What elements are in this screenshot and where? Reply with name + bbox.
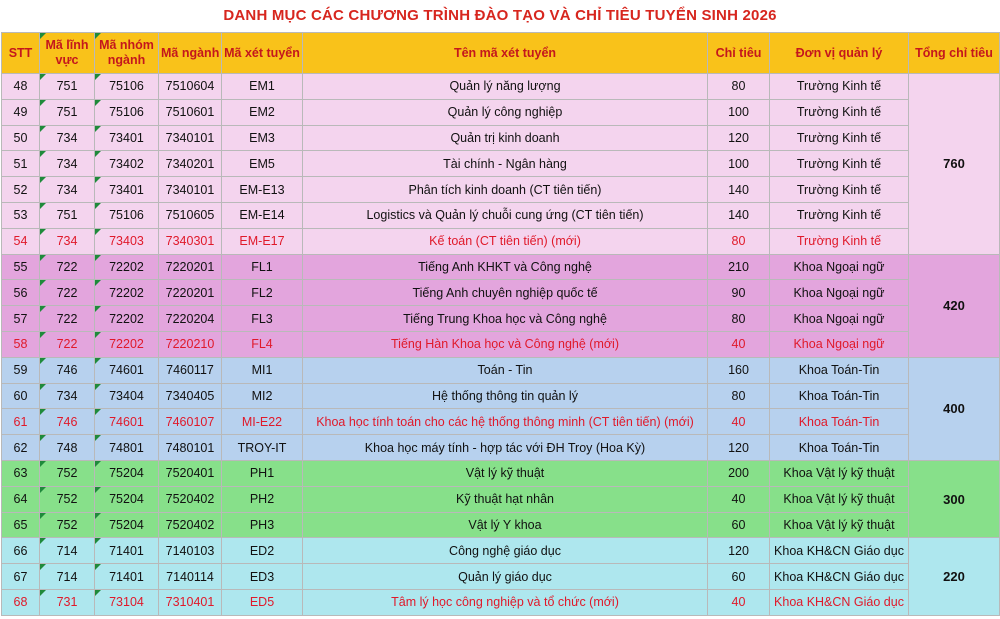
cell-ma-nganh: 7340301 bbox=[159, 228, 222, 254]
cell-ma-linh-vuc: 722 bbox=[40, 306, 95, 332]
cell-ma-nganh: 7220210 bbox=[159, 331, 222, 357]
cell-ma-linh-vuc: 734 bbox=[40, 151, 95, 177]
cell-stt: 54 bbox=[2, 228, 40, 254]
cell-chi-tieu: 60 bbox=[708, 512, 770, 538]
cell-ten-ma-xet-tuyen: Khoa học máy tính - hợp tác với ĐH Troy (Hoa Kỳ) bbox=[303, 435, 708, 461]
cell-ma-xet-tuyen: FL3 bbox=[222, 306, 303, 332]
cell-ma-nhom-nganh: 73104 bbox=[95, 589, 159, 615]
table-row bbox=[2, 280, 1000, 306]
cell-chi-tieu: 160 bbox=[708, 357, 770, 383]
table-row bbox=[2, 357, 1000, 383]
cell-stt: 57 bbox=[2, 306, 40, 332]
cell-ma-nganh: 7520401 bbox=[159, 460, 222, 486]
cell-stt: 59 bbox=[2, 357, 40, 383]
cell-ten-ma-xet-tuyen: Tâm lý học công nghiệp và tổ chức (mới) bbox=[303, 589, 708, 615]
cell-ma-nhom-nganh: 74601 bbox=[95, 409, 159, 435]
cell-stt: 51 bbox=[2, 151, 40, 177]
header-don-vi-quan-ly: Đơn vị quản lý bbox=[770, 33, 909, 74]
cell-ten-ma-xet-tuyen: Logistics và Quản lý chuỗi cung ứng (CT tiên tiến) bbox=[303, 202, 708, 228]
cell-chi-tieu: 60 bbox=[708, 564, 770, 590]
cell-don-vi-quan-ly: Trường Kinh tế bbox=[770, 151, 909, 177]
cell-stt: 52 bbox=[2, 177, 40, 203]
cell-ma-xet-tuyen: MI-E22 bbox=[222, 409, 303, 435]
cell-stt: 50 bbox=[2, 125, 40, 151]
table-row bbox=[2, 99, 1000, 125]
cell-tong-chi-tieu: 420 bbox=[909, 254, 1000, 357]
table-row bbox=[2, 486, 1000, 512]
table-row bbox=[2, 564, 1000, 590]
cell-ma-nhom-nganh: 73401 bbox=[95, 125, 159, 151]
cell-ma-nganh: 7340101 bbox=[159, 177, 222, 203]
cell-ma-linh-vuc: 722 bbox=[40, 254, 95, 280]
table-row bbox=[2, 435, 1000, 461]
cell-ma-linh-vuc: 734 bbox=[40, 383, 95, 409]
cell-ma-xet-tuyen: EM3 bbox=[222, 125, 303, 151]
cell-ma-nganh: 7460107 bbox=[159, 409, 222, 435]
cell-ten-ma-xet-tuyen: Quản lý công nghiệp bbox=[303, 99, 708, 125]
cell-ma-nhom-nganh: 71401 bbox=[95, 564, 159, 590]
cell-ma-linh-vuc: 722 bbox=[40, 280, 95, 306]
cell-chi-tieu: 40 bbox=[708, 486, 770, 512]
cell-chi-tieu: 40 bbox=[708, 409, 770, 435]
cell-ten-ma-xet-tuyen: Tài chính - Ngân hàng bbox=[303, 151, 708, 177]
cell-ma-nganh: 7510601 bbox=[159, 99, 222, 125]
table-row bbox=[2, 512, 1000, 538]
table-row bbox=[2, 228, 1000, 254]
cell-ma-nhom-nganh: 75106 bbox=[95, 202, 159, 228]
header-ma-linh-vuc-line2: vực bbox=[55, 53, 79, 67]
cell-ma-xet-tuyen: EM-E14 bbox=[222, 202, 303, 228]
cell-ma-nhom-nganh: 75204 bbox=[95, 460, 159, 486]
cell-ma-nganh: 7480101 bbox=[159, 435, 222, 461]
cell-ma-nganh: 7340201 bbox=[159, 151, 222, 177]
cell-ma-nhom-nganh: 74801 bbox=[95, 435, 159, 461]
table-row bbox=[2, 202, 1000, 228]
header-ma-nhom-nganh-line2: ngành bbox=[107, 53, 146, 67]
cell-ma-linh-vuc: 751 bbox=[40, 99, 95, 125]
header-ma-nhom-nganh-line1: Mã nhóm bbox=[99, 38, 154, 52]
cell-stt: 66 bbox=[2, 538, 40, 564]
cell-chi-tieu: 80 bbox=[708, 74, 770, 100]
header-ma-xet-tuyen: Mã xét tuyển bbox=[222, 33, 303, 74]
cell-ma-nhom-nganh: 71401 bbox=[95, 538, 159, 564]
cell-don-vi-quan-ly: Trường Kinh tế bbox=[770, 202, 909, 228]
cell-stt: 56 bbox=[2, 280, 40, 306]
cell-ma-linh-vuc: 734 bbox=[40, 125, 95, 151]
cell-ma-nhom-nganh: 72202 bbox=[95, 306, 159, 332]
cell-tong-chi-tieu: 760 bbox=[909, 74, 1000, 255]
cell-ten-ma-xet-tuyen: Vật lý Y khoa bbox=[303, 512, 708, 538]
cell-ma-nganh: 7140103 bbox=[159, 538, 222, 564]
cell-chi-tieu: 210 bbox=[708, 254, 770, 280]
cell-ma-nhom-nganh: 75204 bbox=[95, 512, 159, 538]
cell-ma-nganh: 7340405 bbox=[159, 383, 222, 409]
cell-ma-xet-tuyen: PH1 bbox=[222, 460, 303, 486]
cell-ma-xet-tuyen: EM1 bbox=[222, 74, 303, 100]
cell-ma-xet-tuyen: EM5 bbox=[222, 151, 303, 177]
cell-don-vi-quan-ly: Khoa Vật lý kỹ thuật bbox=[770, 512, 909, 538]
cell-ma-linh-vuc: 752 bbox=[40, 512, 95, 538]
cell-chi-tieu: 140 bbox=[708, 177, 770, 203]
cell-tong-chi-tieu: 220 bbox=[909, 538, 1000, 615]
cell-ma-nganh: 7220204 bbox=[159, 306, 222, 332]
cell-chi-tieu: 100 bbox=[708, 151, 770, 177]
cell-ma-nhom-nganh: 73402 bbox=[95, 151, 159, 177]
header-stt: STT bbox=[2, 33, 40, 74]
table-row bbox=[2, 254, 1000, 280]
cell-don-vi-quan-ly: Khoa Vật lý kỹ thuật bbox=[770, 460, 909, 486]
cell-don-vi-quan-ly: Khoa Vật lý kỹ thuật bbox=[770, 486, 909, 512]
cell-stt: 65 bbox=[2, 512, 40, 538]
cell-ma-xet-tuyen: FL2 bbox=[222, 280, 303, 306]
cell-stt: 63 bbox=[2, 460, 40, 486]
cell-ma-nganh: 7520402 bbox=[159, 486, 222, 512]
table-body bbox=[2, 74, 1000, 616]
cell-ma-linh-vuc: 752 bbox=[40, 486, 95, 512]
header-row bbox=[2, 33, 1000, 74]
cell-ten-ma-xet-tuyen: Toán - Tin bbox=[303, 357, 708, 383]
cell-don-vi-quan-ly: Trường Kinh tế bbox=[770, 125, 909, 151]
cell-ma-xet-tuyen: ED2 bbox=[222, 538, 303, 564]
cell-ma-xet-tuyen: PH3 bbox=[222, 512, 303, 538]
cell-ma-xet-tuyen: TROY-IT bbox=[222, 435, 303, 461]
cell-chi-tieu: 120 bbox=[708, 538, 770, 564]
table-row bbox=[2, 125, 1000, 151]
cell-don-vi-quan-ly: Trường Kinh tế bbox=[770, 74, 909, 100]
cell-ma-xet-tuyen: MI1 bbox=[222, 357, 303, 383]
cell-ma-linh-vuc: 752 bbox=[40, 460, 95, 486]
cell-tong-chi-tieu: 300 bbox=[909, 460, 1000, 537]
cell-ma-nganh: 7220201 bbox=[159, 280, 222, 306]
cell-ma-xet-tuyen: EM-E13 bbox=[222, 177, 303, 203]
cell-ten-ma-xet-tuyen: Hệ thống thông tin quản lý bbox=[303, 383, 708, 409]
cell-ten-ma-xet-tuyen: Quản lý giáo dục bbox=[303, 564, 708, 590]
cell-stt: 64 bbox=[2, 486, 40, 512]
header-ma-nhom-nganh bbox=[95, 33, 159, 74]
cell-don-vi-quan-ly: Khoa Ngoại ngữ bbox=[770, 254, 909, 280]
cell-stt: 48 bbox=[2, 74, 40, 100]
cell-chi-tieu: 200 bbox=[708, 460, 770, 486]
cell-ma-nhom-nganh: 72202 bbox=[95, 254, 159, 280]
cell-don-vi-quan-ly: Trường Kinh tế bbox=[770, 177, 909, 203]
cell-ma-xet-tuyen: EM-E17 bbox=[222, 228, 303, 254]
cell-ten-ma-xet-tuyen: Kỹ thuật hạt nhân bbox=[303, 486, 708, 512]
cell-stt: 55 bbox=[2, 254, 40, 280]
cell-ma-nhom-nganh: 74601 bbox=[95, 357, 159, 383]
cell-ma-nhom-nganh: 75106 bbox=[95, 74, 159, 100]
cell-ma-linh-vuc: 734 bbox=[40, 177, 95, 203]
cell-chi-tieu: 100 bbox=[708, 99, 770, 125]
cell-ma-xet-tuyen: EM2 bbox=[222, 99, 303, 125]
cell-ma-nhom-nganh: 72202 bbox=[95, 280, 159, 306]
cell-don-vi-quan-ly: Trường Kinh tế bbox=[770, 99, 909, 125]
cell-don-vi-quan-ly: Khoa Ngoại ngữ bbox=[770, 280, 909, 306]
cell-ma-linh-vuc: 746 bbox=[40, 409, 95, 435]
cell-ten-ma-xet-tuyen: Phân tích kinh doanh (CT tiên tiến) bbox=[303, 177, 708, 203]
cell-don-vi-quan-ly: Khoa Toán-Tin bbox=[770, 409, 909, 435]
cell-don-vi-quan-ly: Trường Kinh tế bbox=[770, 228, 909, 254]
table-row bbox=[2, 589, 1000, 615]
cell-don-vi-quan-ly: Khoa KH&CN Giáo dục bbox=[770, 564, 909, 590]
cell-ma-nganh: 7520402 bbox=[159, 512, 222, 538]
cell-don-vi-quan-ly: Khoa Toán-Tin bbox=[770, 435, 909, 461]
cell-ma-nganh: 7460117 bbox=[159, 357, 222, 383]
table-row bbox=[2, 151, 1000, 177]
cell-stt: 62 bbox=[2, 435, 40, 461]
table-row bbox=[2, 383, 1000, 409]
cell-ma-linh-vuc: 748 bbox=[40, 435, 95, 461]
cell-chi-tieu: 80 bbox=[708, 228, 770, 254]
cell-ma-xet-tuyen: FL4 bbox=[222, 331, 303, 357]
cell-tong-chi-tieu: 400 bbox=[909, 357, 1000, 460]
cell-ma-xet-tuyen: PH2 bbox=[222, 486, 303, 512]
cell-chi-tieu: 40 bbox=[708, 589, 770, 615]
cell-chi-tieu: 80 bbox=[708, 306, 770, 332]
cell-ma-nganh: 7510605 bbox=[159, 202, 222, 228]
header-ma-nganh: Mã ngành bbox=[159, 33, 222, 74]
cell-don-vi-quan-ly: Khoa Toán-Tin bbox=[770, 383, 909, 409]
cell-stt: 58 bbox=[2, 331, 40, 357]
cell-stt: 49 bbox=[2, 99, 40, 125]
cell-ma-linh-vuc: 751 bbox=[40, 202, 95, 228]
cell-ma-xet-tuyen: FL1 bbox=[222, 254, 303, 280]
cell-ten-ma-xet-tuyen: Kế toán (CT tiên tiến) (mới) bbox=[303, 228, 708, 254]
cell-don-vi-quan-ly: Khoa Ngoại ngữ bbox=[770, 306, 909, 332]
table-row bbox=[2, 538, 1000, 564]
cell-ma-nhom-nganh: 75106 bbox=[95, 99, 159, 125]
cell-ma-nganh: 7340101 bbox=[159, 125, 222, 151]
cell-don-vi-quan-ly: Khoa Toán-Tin bbox=[770, 357, 909, 383]
cell-ma-xet-tuyen: ED5 bbox=[222, 589, 303, 615]
cell-stt: 61 bbox=[2, 409, 40, 435]
cell-ten-ma-xet-tuyen: Khoa học tính toán cho các hệ thống thông minh (CT tiên tiến) (mới) bbox=[303, 409, 708, 435]
programs-table bbox=[1, 32, 1000, 616]
cell-ma-nhom-nganh: 73403 bbox=[95, 228, 159, 254]
cell-ma-xet-tuyen: MI2 bbox=[222, 383, 303, 409]
cell-ma-nhom-nganh: 72202 bbox=[95, 331, 159, 357]
cell-don-vi-quan-ly: Khoa KH&CN Giáo dục bbox=[770, 538, 909, 564]
cell-ten-ma-xet-tuyen: Công nghệ giáo dục bbox=[303, 538, 708, 564]
page-title: DANH MỤC CÁC CHƯƠNG TRÌNH ĐÀO TẠO VÀ CHỈ TIÊU TUYỂN SINH 2026 bbox=[223, 7, 777, 24]
cell-ten-ma-xet-tuyen: Tiếng Anh chuyên nghiệp quốc tế bbox=[303, 280, 708, 306]
table-row bbox=[2, 460, 1000, 486]
cell-ten-ma-xet-tuyen: Tiếng Hàn Khoa học và Công nghệ (mới) bbox=[303, 331, 708, 357]
cell-chi-tieu: 40 bbox=[708, 331, 770, 357]
header-ma-linh-vuc bbox=[40, 33, 95, 74]
cell-ma-linh-vuc: 714 bbox=[40, 538, 95, 564]
cell-ten-ma-xet-tuyen: Vật lý kỹ thuật bbox=[303, 460, 708, 486]
table-row bbox=[2, 177, 1000, 203]
table-row bbox=[2, 74, 1000, 100]
cell-ma-linh-vuc: 714 bbox=[40, 564, 95, 590]
cell-ma-linh-vuc: 751 bbox=[40, 74, 95, 100]
cell-ma-xet-tuyen: ED3 bbox=[222, 564, 303, 590]
cell-ma-nganh: 7140114 bbox=[159, 564, 222, 590]
cell-ma-linh-vuc: 746 bbox=[40, 357, 95, 383]
header-chi-tieu: Chỉ tiêu bbox=[708, 33, 770, 74]
cell-ma-linh-vuc: 731 bbox=[40, 589, 95, 615]
cell-chi-tieu: 90 bbox=[708, 280, 770, 306]
cell-chi-tieu: 120 bbox=[708, 435, 770, 461]
cell-ten-ma-xet-tuyen: Tiếng Trung Khoa học và Công nghệ bbox=[303, 306, 708, 332]
cell-chi-tieu: 140 bbox=[708, 202, 770, 228]
cell-stt: 60 bbox=[2, 383, 40, 409]
cell-chi-tieu: 80 bbox=[708, 383, 770, 409]
table-row bbox=[2, 409, 1000, 435]
cell-ma-nhom-nganh: 73404 bbox=[95, 383, 159, 409]
cell-ten-ma-xet-tuyen: Quản lý năng lượng bbox=[303, 74, 708, 100]
cell-don-vi-quan-ly: Khoa KH&CN Giáo dục bbox=[770, 589, 909, 615]
cell-stt: 67 bbox=[2, 564, 40, 590]
cell-chi-tieu: 120 bbox=[708, 125, 770, 151]
cell-stt: 68 bbox=[2, 589, 40, 615]
cell-ma-nganh: 7510604 bbox=[159, 74, 222, 100]
header-tong-chi-tieu: Tổng chỉ tiêu bbox=[909, 33, 1000, 74]
table-row bbox=[2, 306, 1000, 332]
table-row bbox=[2, 331, 1000, 357]
cell-ma-nhom-nganh: 75204 bbox=[95, 486, 159, 512]
cell-don-vi-quan-ly: Khoa Ngoại ngữ bbox=[770, 331, 909, 357]
cell-stt: 53 bbox=[2, 202, 40, 228]
cell-ma-nganh: 7310401 bbox=[159, 589, 222, 615]
cell-ma-nganh: 7220201 bbox=[159, 254, 222, 280]
cell-ten-ma-xet-tuyen: Quản trị kinh doanh bbox=[303, 125, 708, 151]
cell-ten-ma-xet-tuyen: Tiếng Anh KHKT và Công nghệ bbox=[303, 254, 708, 280]
cell-ma-nhom-nganh: 73401 bbox=[95, 177, 159, 203]
cell-ma-linh-vuc: 722 bbox=[40, 331, 95, 357]
header-ma-linh-vuc-line1: Mã lĩnh bbox=[45, 38, 89, 52]
cell-ma-linh-vuc: 734 bbox=[40, 228, 95, 254]
header-ten-ma-xet-tuyen: Tên mã xét tuyển bbox=[303, 33, 708, 74]
